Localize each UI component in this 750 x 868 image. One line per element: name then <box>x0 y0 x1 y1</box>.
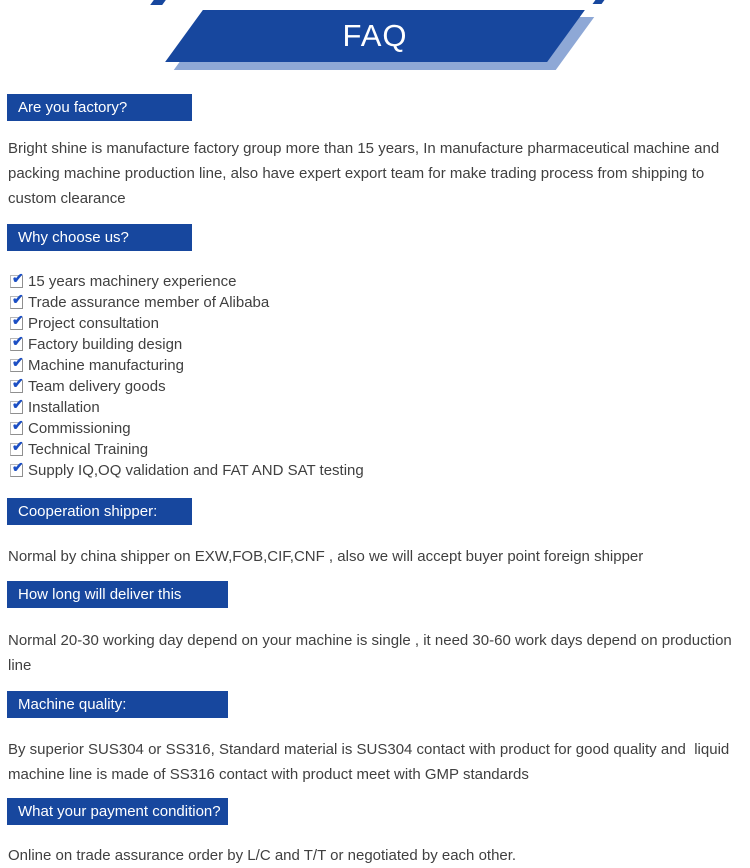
banner-fragment-right <box>593 0 605 4</box>
checkbox-checked-icon <box>10 401 23 414</box>
checkbox-checked-icon <box>10 317 23 330</box>
checkbox-checked-icon <box>10 359 23 372</box>
checkbox-checked-icon <box>10 443 23 456</box>
checklist-item-label: Machine manufacturing <box>28 357 184 374</box>
checklist-item-label: Supply IQ,OQ validation and FAT AND SAT testing <box>28 462 364 479</box>
section-delivery-time <box>0 581 750 678</box>
section-heading-machine-quality: Machine quality: <box>7 691 228 718</box>
section-machine-quality <box>0 691 750 787</box>
section-payment-condition <box>0 798 750 868</box>
section-are-you-factory <box>0 94 750 211</box>
checklist-item-label: Commissioning <box>28 420 131 437</box>
faq-banner <box>0 0 750 72</box>
section-paragraph: Bright shine is manufacture factory group more than 15 years, In manufacture pharmaceutical machine and packing machine production line, also have expert export team for make trading process from shipping to custom clearance <box>8 140 724 207</box>
section-heading-delivery-time: How long will deliver this goods? <box>7 581 228 608</box>
checklist-item <box>10 460 750 481</box>
checklist-item <box>10 397 750 418</box>
checklist-item <box>10 313 750 334</box>
checklist <box>0 271 750 481</box>
checklist-item <box>10 292 750 313</box>
section-heading-cooperation-shipper: Cooperation shipper: <box>7 498 192 525</box>
checkbox-checked-icon <box>10 275 23 288</box>
checklist-item-label: Technical Training <box>28 441 149 458</box>
section-heading-why-choose-us: Why choose us? <box>7 224 192 251</box>
checkbox-checked-icon <box>10 296 23 309</box>
checklist-item <box>10 355 750 376</box>
checkbox-checked-icon <box>10 422 23 435</box>
section-heading-are-you-factory: Are you factory? <box>7 94 192 121</box>
checkbox-checked-icon <box>10 338 23 351</box>
section-paragraph: Online on trade assurance order by L/C and T/T or negotiated by each other. <box>8 847 517 864</box>
checkbox-checked-icon <box>10 464 23 477</box>
section-paragraph: Normal 20-30 working day depend on your machine is single , it need 30-60 work days depend on production line <box>8 632 736 674</box>
section-heading-payment-condition: What your payment condition? <box>7 798 228 825</box>
section-paragraph: Normal by china shipper on EXW,FOB,CIF,CNF , also we will accept buyer point foreign shipper <box>8 548 644 565</box>
banner-fragment-left <box>150 0 166 5</box>
checklist-item-label: Trade assurance member of Alibaba <box>28 294 270 311</box>
checklist-item <box>10 418 750 439</box>
checklist-item-label: 15 years machinery experience <box>28 273 237 290</box>
checklist-item-label: Factory building design <box>28 336 183 353</box>
section-why-choose-us <box>0 224 750 481</box>
banner-title: FAQ <box>342 18 408 53</box>
checklist-item-label: Installation <box>28 399 100 416</box>
checkbox-checked-icon <box>10 380 23 393</box>
checklist-item-label: Team delivery goods <box>28 378 166 395</box>
checklist-item <box>10 271 750 292</box>
section-cooperation-shipper <box>0 498 750 569</box>
checklist-item <box>10 439 750 460</box>
checklist-item <box>10 334 750 355</box>
checklist-item <box>10 376 750 397</box>
checklist-item-label: Project consultation <box>28 315 159 332</box>
section-paragraph: By superior SUS304 or SS316, Standard material is SUS304 contact with product for good quality and liquid machine line is made of SS316 contact with product meet with GMP standards <box>8 741 734 783</box>
